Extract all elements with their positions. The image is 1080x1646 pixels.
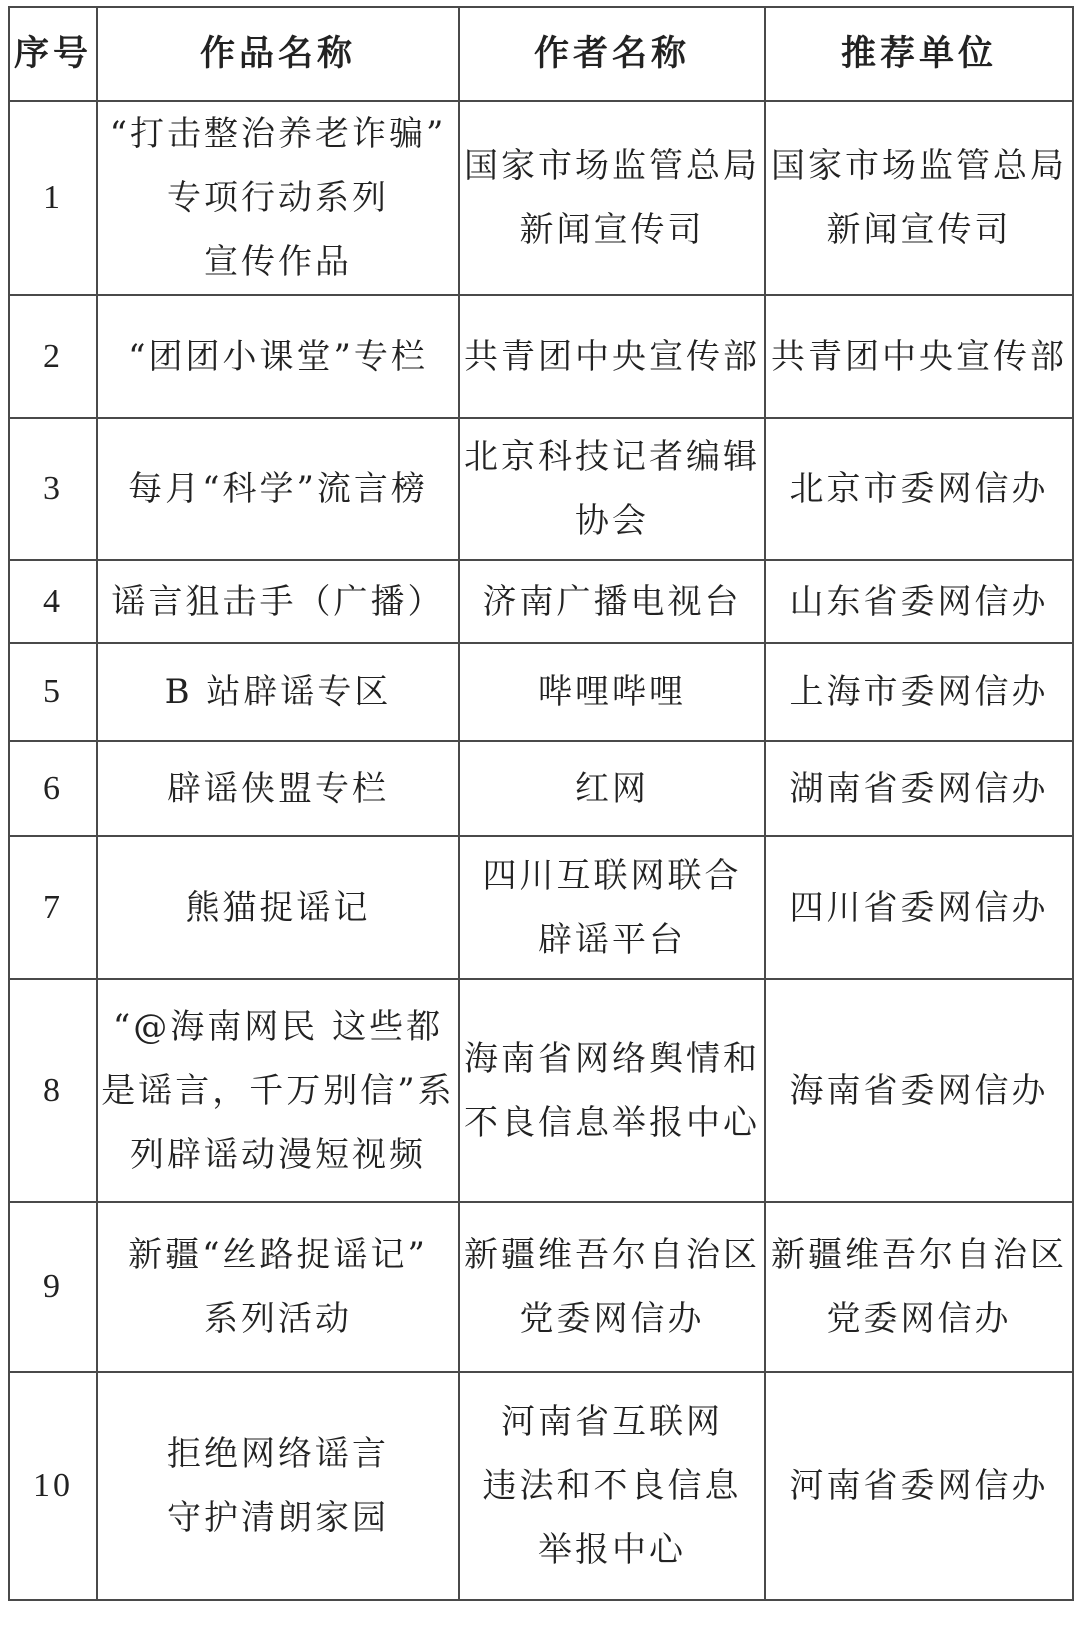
table-row — [9, 979, 1073, 1202]
work-title-cell: 辟谣侠盟专栏 — [97, 741, 459, 836]
work-title-cell: 熊猫捉谣记 — [97, 836, 459, 979]
work-title-cell: 拒绝网络谣言 守护清朗家园 — [97, 1372, 459, 1600]
author-name-cell: 四川互联网联合 辟谣平台 — [459, 836, 765, 979]
table-row — [9, 836, 1073, 979]
work-title-cell: “团团小课堂”专栏 — [97, 295, 459, 418]
serial-number-cell: 8 — [9, 979, 97, 1202]
author-name-cell: 哔哩哔哩 — [459, 643, 765, 741]
serial-number-cell: 2 — [9, 295, 97, 418]
recommending-unit-cell: 河南省委网信办 — [765, 1372, 1073, 1600]
author-name-cell: 河南省互联网 违法和不良信息 举报中心 — [459, 1372, 765, 1600]
author-name-cell: 济南广播电视台 — [459, 560, 765, 643]
serial-number-cell: 7 — [9, 836, 97, 979]
work-title-cell: “打击整治养老诈骗” 专项行动系列 宣传作品 — [97, 101, 459, 295]
serial-number-cell: 6 — [9, 741, 97, 836]
recommending-unit-cell: 湖南省委网信办 — [765, 741, 1073, 836]
work-title-cell: 谣言狙击手（广播） — [97, 560, 459, 643]
recommending-unit-cell: 海南省委网信办 — [765, 979, 1073, 1202]
recommending-unit-cell: 国家市场监管总局 新闻宣传司 — [765, 101, 1073, 295]
serial-number-cell: 1 — [9, 101, 97, 295]
recommending-unit-cell: 山东省委网信办 — [765, 560, 1073, 643]
header-recommending-unit: 推荐单位 — [765, 7, 1073, 101]
author-name-cell: 新疆维吾尔自治区 党委网信办 — [459, 1202, 765, 1372]
author-name-cell: 红网 — [459, 741, 765, 836]
recommending-unit-cell: 共青团中央宣传部 — [765, 295, 1073, 418]
table-header-row — [9, 7, 1073, 101]
header-work-title: 作品名称 — [97, 7, 459, 101]
recommending-unit-cell: 新疆维吾尔自治区 党委网信办 — [765, 1202, 1073, 1372]
work-title-cell: “@海南网民 这些都 是谣言，千万别信”系 列辟谣动漫短视频 — [97, 979, 459, 1202]
author-name-cell: 北京科技记者编辑 协会 — [459, 418, 765, 560]
work-title-cell: 新疆“丝路捉谣记” 系列活动 — [97, 1202, 459, 1372]
table-row — [9, 643, 1073, 741]
serial-number-cell: 4 — [9, 560, 97, 643]
serial-number-cell: 3 — [9, 418, 97, 560]
work-title-cell: 每月“科学”流言榜 — [97, 418, 459, 560]
recommending-unit-cell: 北京市委网信办 — [765, 418, 1073, 560]
author-name-cell: 国家市场监管总局 新闻宣传司 — [459, 101, 765, 295]
table-row — [9, 560, 1073, 643]
table-row — [9, 741, 1073, 836]
author-name-cell: 海南省网络舆情和 不良信息举报中心 — [459, 979, 765, 1202]
recommending-unit-cell: 上海市委网信办 — [765, 643, 1073, 741]
table-row — [9, 1372, 1073, 1600]
work-title-cell: B 站辟谣专区 — [97, 643, 459, 741]
table-row — [9, 1202, 1073, 1372]
serial-number-cell: 9 — [9, 1202, 97, 1372]
header-author-name: 作者名称 — [459, 7, 765, 101]
award-list-table — [8, 6, 1074, 1601]
serial-number-cell: 10 — [9, 1372, 97, 1600]
author-name-cell: 共青团中央宣传部 — [459, 295, 765, 418]
header-serial-number: 序号 — [9, 7, 97, 101]
recommending-unit-cell: 四川省委网信办 — [765, 836, 1073, 979]
table-row — [9, 101, 1073, 295]
serial-number-cell: 5 — [9, 643, 97, 741]
table-row — [9, 418, 1073, 560]
table-row — [9, 295, 1073, 418]
